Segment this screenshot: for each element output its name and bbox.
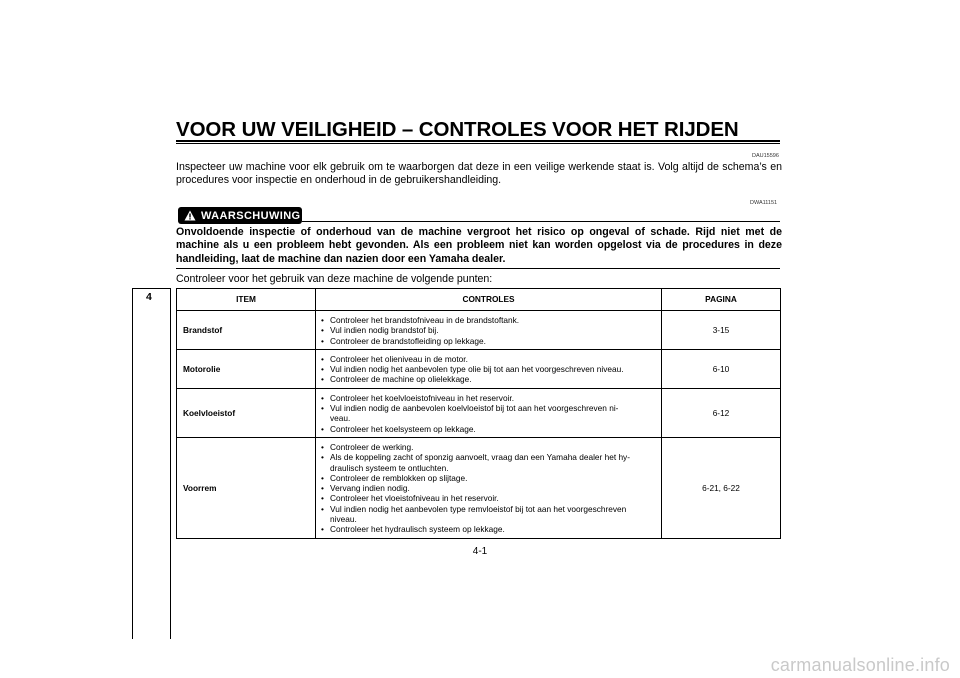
row-controles bbox=[316, 388, 662, 437]
row-item: Motorolie bbox=[177, 349, 316, 388]
header-item: ITEM bbox=[177, 289, 316, 311]
list-item: • Controleer het olieniveau in de motor. bbox=[321, 354, 656, 364]
list-item: • Controleer de remblokken op slijtage. bbox=[321, 473, 656, 483]
header-pagina: PAGINA bbox=[662, 289, 781, 311]
warning-label bbox=[178, 207, 302, 224]
warning-bottom-rule bbox=[176, 268, 780, 269]
row-controles bbox=[316, 311, 662, 350]
table-header-row bbox=[177, 289, 781, 311]
row-item: Brandstof bbox=[177, 311, 316, 350]
list-item: • Controleer de brandstofleiding op lekkage. bbox=[321, 336, 656, 346]
warning-triangle-icon bbox=[184, 210, 196, 221]
row-controles bbox=[316, 437, 662, 538]
watermark: carmanualsonline.info bbox=[770, 655, 950, 675]
warning-text: Onvoldoende inspectie of onderhoud van de machine vergroot het risico op ongeval of schade. Rijd niet met de machine als u een probleem hebt gevonden. Als een probleem niet kan worden opgelost via de procedures in deze handleiding, laat de machine dan nazien door een Yamaha dealer. bbox=[176, 226, 782, 265]
list-item: • Controleer het hydraulisch systeem op lekkage. bbox=[321, 524, 656, 534]
warning-label-text: WAARSCHUWING bbox=[201, 209, 301, 222]
check-list bbox=[321, 315, 656, 346]
list-item: • Vul indien nodig het aanbevolen type remvloeistof bij tot aan het voorgeschreven niveau. bbox=[321, 504, 656, 525]
check-list bbox=[321, 393, 656, 434]
warning-code: DWA11151 bbox=[750, 200, 778, 206]
list-item: • Vul indien nodig brandstof bij. bbox=[321, 325, 656, 335]
row-item: Koelvloeistof bbox=[177, 388, 316, 437]
list-item: • Controleer het brandstofniveau in de brandstoftank. bbox=[321, 315, 656, 325]
list-item: • Controleer het koelvloeistofniveau in het reservoir. bbox=[321, 393, 656, 403]
table-row bbox=[177, 437, 781, 538]
list-item: • Controleer het vloeistofniveau in het reservoir. bbox=[321, 493, 656, 503]
list-item: • Als de koppeling zacht of sponzig aanvoelt, vraag dan een Yamaha dealer het hy- draulisch systeem te ontluchten. bbox=[321, 452, 656, 473]
title-rule bbox=[176, 140, 780, 144]
check-list bbox=[321, 354, 656, 385]
list-item: • Controleer het koelsysteem op lekkage. bbox=[321, 424, 656, 434]
page-number: 4-1 bbox=[472, 546, 488, 557]
page-title: VOOR UW VEILIGHEID – CONTROLES VOOR HET RIJDEN bbox=[176, 118, 739, 141]
row-pagina: 6-10 bbox=[662, 349, 781, 388]
row-item: Voorrem bbox=[177, 437, 316, 538]
chapter-tab bbox=[132, 288, 171, 639]
row-pagina: 6-21, 6-22 bbox=[662, 437, 781, 538]
table-row bbox=[177, 388, 781, 437]
list-item: • Vul indien nodig de aanbevolen koelvloeistof bij tot aan het voorgeschreven ni- veau. bbox=[321, 403, 656, 424]
checklist-intro: Controleer voor het gebruik van deze machine de volgende punten: bbox=[176, 273, 493, 285]
chapter-number: 4 bbox=[146, 291, 152, 303]
warning-rule bbox=[302, 221, 780, 222]
checklist-table bbox=[176, 288, 781, 539]
row-controles bbox=[316, 349, 662, 388]
list-item: • Vul indien nodig het aanbevolen type olie bij tot aan het voorgeschreven niveau. bbox=[321, 364, 656, 374]
row-pagina: 6-12 bbox=[662, 388, 781, 437]
check-list bbox=[321, 442, 656, 535]
header-controles: CONTROLES bbox=[316, 289, 662, 311]
table-row bbox=[177, 349, 781, 388]
list-item: • Controleer de werking. bbox=[321, 442, 656, 452]
list-item: • Vervang indien nodig. bbox=[321, 483, 656, 493]
list-item: • Controleer de machine op olielekkage. bbox=[321, 374, 656, 384]
intro-paragraph: Inspecteer uw machine voor elk gebruik om te waarborgen dat deze in een veilige werkende staat is. Volg altijd de schema’s en procedures voor inspectie en onderhoud in de gebruikershandleiding. bbox=[176, 161, 782, 186]
section-code: DAU15596 bbox=[752, 153, 779, 159]
table-row bbox=[177, 311, 781, 350]
row-pagina: 3-15 bbox=[662, 311, 781, 350]
